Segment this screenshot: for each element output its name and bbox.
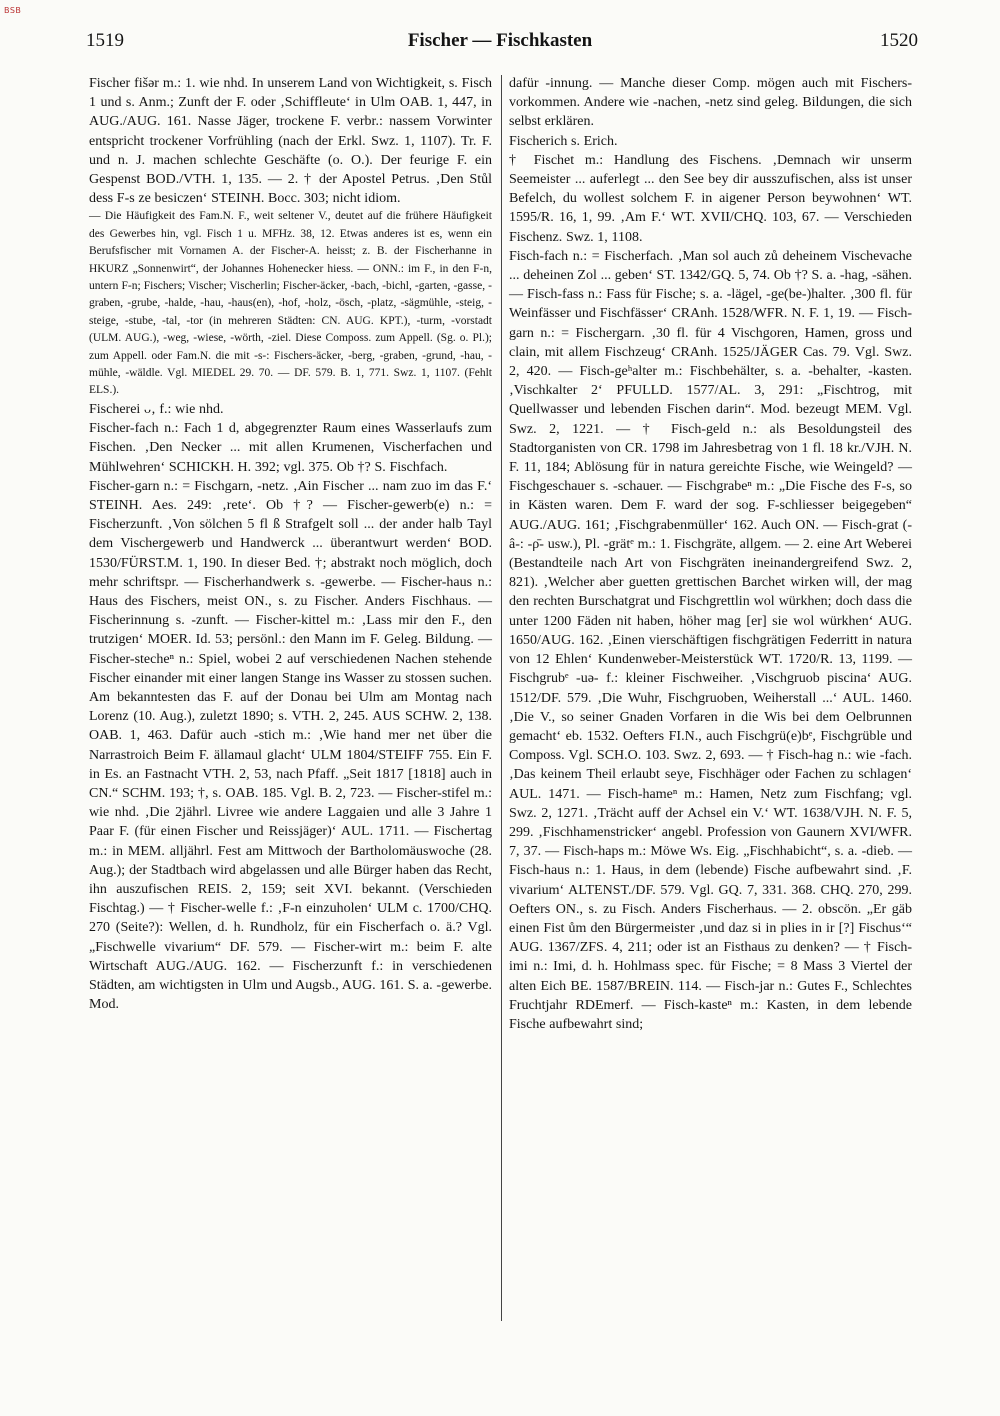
library-stamp: BSB <box>4 6 22 15</box>
dictionary-paragraph: — Die Häufigkeit des Fam.N. F., weit seltener V., deutet auf die frühere Häufigkeit des Gewerbes hin, vgl. Fisch 1 u. MFHz. 38, 12. Etwas anderes ist es, wenn ein Berufsfischer mit Vornamen A. der Fischer-A. heisst; z. B. der Fischerhanne in HKURZ „Sonnenwirt“, der Johannes Hohenecker hiess. — ONN.: im F., in den F-n, untern F-n; Fischers; Vischer; Vischerlin; Fischer-äcker, -bach, -bichl, -garten, -gasse, -graben, -grube, -halde, -hau, -haus(en), -hof, -holz, -ösch, -platz, -sägmühle, -steig, -steige, -stube, -tal, -tor (in mehreren Städten: CN. AUG. KPT.), -turm, -vorstadt (ULM. AUG.), -weg, -wiese, -wörth, -ziel. Diese Composs. zum Appell. (Sg. o. Pl.); zum Appell. oder Fam.N. die mit -s-: Fischers-äcker, -berg, -graben, -grund, -hau, -mühle, -wäldle. Vgl. MIEDEL 29. 70. — DF. 579. B. 1, 771. Swz. 1, 1107. (Fehlt ELS.). <box>89 210 492 397</box>
column-divider <box>501 75 502 1321</box>
dictionary-paragraph: Fischerei ᴗ‚ f.: wie nhd. <box>89 401 224 417</box>
dictionary-paragraph: † Fischet m.: Handlung des Fischens. ‚Demnach wir unserm Seemeister ... auferlegt ... den See bey dir ausszufischen, alss ist unser Befelch, du wollest solchem F. in aigener Person beywohnen‘ WT. 1595/R. 16, 1, 99. ‚Am F.‘ WT. XVII/CHQ. 103, 67. — Verschieden Fischenz. Swz. 1, 1108. <box>509 152 912 245</box>
left-column <box>89 74 492 1014</box>
dictionary-paragraph: dafür -innung. — Manche dieser Comp. mögen auch mit Fischers- vorkommen. Andere wie -nachen, -netz sind geleg. Bildungen, die sich selbst erklären. <box>509 76 912 130</box>
dictionary-paragraph: Fischer fišər m.: 1. wie nhd. In unserem Land von Wichtigkeit, s. Fisch 1 und s. Anm.; Zunft der F. oder ‚Schiffleute‘ in Ulm OAB. 1, 447, in AUG./AUG. 161. Nasse Jäger, trockene F. verbr.: nassem Vorwinter entspricht trockener Vorfrühling (nach der Erkl. Swz. 1, 1107). Tr. F. und n. J. machen schlechte Geschäfte (o. O.). Der feurige F. ein Gespenst BOD./VTH. 1, 135. — 2. † der Apostel Petrus. ‚Den Stůl dess F-s ze besiczen‘ STEINH. Bocc. 303; nicht idiom. <box>89 76 492 207</box>
dictionary-paragraph: Fisch-fach n.: = Fischerfach. ‚Man sol auch zů deheinem Vischevache ... deheinen Zol ... geben‘ ST. 1342/GQ. 5, 74. Ob †? S. a. -hag, -sähen. — Fisch-fass n.: Fass für Fische; s. a. -lägel, -ge(be-)halter. ‚300 fl. für Weinfässer und Fischfässer‘ CRAnh. 1528/WFR. N. F. 1, 19. — Fisch-garn n.: = Fischergarn. ‚30 fl. für 4 Vischgoren, Hamen, gross und clain, mit allem Fischzeug‘ CRAnh. 1525/JÄGER Cas. 79. Vgl. Swz. 2, 420. — Fisch-geʰalter m.: Fischbehälter, s. a. -behalter, -kasten. ‚Vischkalter 2‘ PFULLD. 1577/AL. 3, 291: „Fischtrog, mit Quellwasser und lebenden Fischen darin“. Mod. bezeugt MEM. Vgl. Swz. 2, 1221. — † Fisch-geld n.: als Besoldungsteil des Stadtorganisten von CR. 1798 im Jahresbetrag von 1 fl. 18 kr./VJH. N. F. 11, 184; Ablösung für in natura gereichte Fische, wie Weingeld? — Fischgeschauer s. -schauer. — Fischgrabeⁿ m.: „Die Fische des F-s, so in Kästen waren. Dem F. ward der sog. F-schliesser beigegeben“ AUG./AUG. 161; ‚Fischgrabenmüller‘ 162. Auch ON. — Fisch-grat (-â-: -ρ̄- usw.), Pl. -grätᵉ m.: 1. Fischgräte, allgem. — 2. eine Art Weberei (Bestandteile nach Art von Fischgräten ineinandergreifend Swz. 2, 821). ‚Welcher aber guetten grettischen Barchet wirken will, der mag den rechten Burschatgrat und Fischgrettlin wol würkhen; doch dass die unter 1200 Fäden nit haben, höher mag [er] sie wol würkhen‘ AUG. 1650/AUG. 162. ‚Einen vierschäftigen fischgrätigen Federritt in natura von 12 Ehlen‘ Kundenweber-Meisterstück WT. 1720/R. 13, 1199. — Fischgrubᵉ -uə- f.: kleiner Fischweiher. ‚Vischgruob piscina‘ AUG. 1512/DF. 579. ‚Die Wuhr, Fischgruoben, Weiherstall ...‘ AUL. 1460. ‚Die V., so seiner Gnaden Vorfaren in die Wis bei dem Oelbrunnen gemacht‘ eb. 1532. Oefters FI.N., auch Fischgrü(e)bᵉ, Fischgrüble und Composs. Vgl. SCH.O. 103. Swz. 2, 693. — † Fisch-hag n.: wie -fach. ‚Das keinem Theil erlaubt seye, Fischhäger oder Fachen zu schlagen‘ AUL. 1471. — Fisch-hameⁿ m.: Hamen, Netz zum Fischfang; vgl. Swz. 2, 1271. ‚Trächt auff der Achsel ein V.‘ WT. 1638/VJH. N. F. 5, 299. ‚Fischhamenstricker‘ angebl. Profession von Gaunern XVI/WFR. 7, 37. — Fisch-haps m.: Möwe Ws. Eig. „Fischhabicht“, s. a. -dieb. — Fisch-haus n.: 1. Haus, in dem (lebende) Fische aufbewahrt sind. ‚F. vivarium‘ ALTENST./DF. 579. Vgl. GQ. 7, 331. 368. CHQ. 270, 299. Oefters ON., s. zu Fisch. Anders Fischerhaus. — 2. obscön. „Er gäb einen Fist ům den Bürgermeister ‚und daz si in plies in ir [?] Fischus‘“ AUG. 1367/ZFS. 4, 211; oder ist an Fisthaus zu denken? — † Fisch-imi n.: Imi, d. h. Hohlmass spec. für Fische; = 8 Mass 3 Viertel der alten Eich BE. 1587/BREIN. 114. — Fisch-jar n.: Gutes F., Schlechtes Fruchtjahr RDEmerf. — Fisch-kasteⁿ m.: Kasten, in dem lebende Fische aufbewahrt sind; <box>509 248 913 1032</box>
running-title: Fischer — Fischkasten <box>407 30 593 51</box>
dictionary-paragraph: Fischer-garn n.: = Fischgarn, -netz. ‚Ain Fischer ... nam zuo im das F.‘ STEINH. Aes. 249: ‚rete‘. Ob †? — Fischer-gewerb(e) n.: = Fischerzunft. ‚Von sölchen 5 fl ß Strafgelt soll ... der ander halb Tayl dem Vischergewerb und Handwerck ... überantwurt werden‘ BOD. 1530/FÜRST.M. 1, 190. In dieser Bed. †; abstrakt noch möglich, doch mehr schriftspr. — Fischerhandwerk s. -gewerbe. — Fischer-haus n.: Haus des Fischers, meist ON., s. zu Fischer. Anders Fischhaus. — Fischerinnung s. -zunft. — Fischer-kittel m.: ‚Lass mir den F., den trutzigen‘ MOER. Id. 53; persönl.: den Mann im F. Geleg. Bildung. — Fischer-stecheⁿ n.: Spiel, wobei 2 auf verschiedenen Nachen stehende Fischer einander mit einer langen Stange ins Wasser zu stossen suchen. Am bekanntesten das F. auf der Donau bei Ulm am Montag nach Lorenz (10. Aug.), zuletzt 1890; s. VTH. 2, 245. AUS SCHW. 2, 138. OAB. 1, 463. Dafür auch -stich m.: ‚Wie hand mer net über die Narrastroich Beim F. ällamaul glacht‘ ULM 1804/STEIFF 755. Ein F. in Es. an Fastnacht VTH. 2, 53, nach Pfaff. „Seit 1817 [1818] auch in CN.“ SCHM. 193; †, s. OAB. 185. Vgl. B. 2, 723. — Fischer-stifel m.: wie nhd. ‚Die 2jährl. Livree wie andere Laggaien und alle 3 Jahre 1 Paar F. (für einen Fischer und Reissjäger)‘ AUL. 1711. — Fischertag m.: in MEM. alljährl. Fest am Mittwoch der Bartholomäuswoche (28. Aug.); der Stadtbach wird abgelassen und alle Bürger haben das Recht, ihn auszufischen REIS. 2, 159; seit XVI. bekannt. (Verschieden Fischtag.) — † Fischer-welle f.: ‚F-n einzuholen‘ ULM c. 1700/CHQ. 270 (Seite?): Wellen, d. h. Rundholz, für ein Fischerfach o. ä.? Vgl. „Fischwelle vivarium“ DF. 579. — Fischer-wirt m.: beim F. alte Wirtschaft AUG./AUG. 162. — Fischerzunft f.: in verschiedenen Städten, am wichtigsten in Ulm und Augsb., AUG. 161. S. a. -gewerbe. Mod. <box>89 478 492 1013</box>
page-number-left: 1519 <box>86 30 124 51</box>
right-column <box>509 74 912 1034</box>
page-number-right: 1520 <box>880 30 918 51</box>
page-header <box>0 30 1000 60</box>
dictionary-paragraph: Fischer-fach n.: Fach 1 d, abgegrenzter Raum eines Wasserlaufs zum Fischen. ‚Den Necker ... mit allen Krumenen, Vischerfachen und Mühlwehren‘ SCHICKH. H. 392; vgl. 375. Ob †? S. Fischfach. <box>89 421 492 475</box>
dictionary-paragraph: Fischerich s. Erich. <box>509 133 618 149</box>
